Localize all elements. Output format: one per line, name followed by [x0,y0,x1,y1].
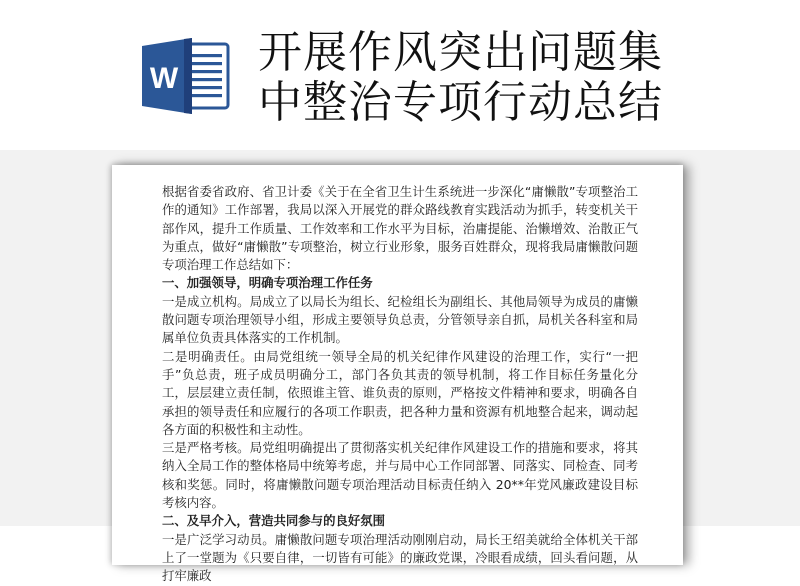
section-heading-1: 一、加强领导，明确专项治理工作任务 [162,275,373,291]
title-line-2: 中整治专项行动总结 [258,77,663,128]
document-body [162,183,638,586]
header-banner [0,0,800,150]
intro-paragraph: 根据省委省政府、省卫计委《关于在全省卫生计生系统进一步深化“庸懒散”专项整治工作的通知》工作部署，我局以深入开展党的群众路线教育实践活动为抓手，转变机关干部作风，提升工作质量、工作效率和工作水平为目标，治庸提能、治懒增效、治散正气为重点，做好“庸懒散”专项整治，树立行业形象，服务百姓群众，现将我局庸懒散问题专项治理工作总结如下： [162,184,638,273]
word-document-icon [142,36,230,116]
title-line-1: 开展作风突出问题集 [258,27,663,78]
section-heading-2: 二、及早介入，营造共同参与的良好氛围 [162,513,386,529]
body-paragraph: 一是成立机构。局成立了以局长为组长、纪检组长为副组长、其他局领导为成员的庸懒散问题专项治理领导小组，形成主要领导负总责，分管领导亲自抓，局机关各科室和局属单位负责具体落实的工作机制。 [162,293,638,346]
body-paragraph: 一是广泛学习动员。庸懒散问题专项治理活动刚刚启动，局长王绍美就给全体机关干部上了一堂题为《只要自律，一切皆有可能》的廉政党课，冷眼看成绩，回头看问题，从打牢廉政 [162,531,638,584]
document-title [258,28,678,128]
body-paragraph: 二是明确责任。由局党组统一领导全局的机关纪律作风建设的治理工作，实行“一把手”负总责，班子成员明确分工，部门各负其责的领导机制，将工作目标任务量化分工，层层建立责任制，依照谁主管、谁负责的原则，严格按文件精神和要求，明确各自承担的领导责任和应履行的各项工作职责，把各种力量和资源有机地整合起来，调动起各方面的积极性和主动性。 [162,348,638,437]
svg-text:W: W [149,62,179,95]
document-page [112,165,683,584]
body-paragraph: 三是严格考核。局党组明确提出了贯彻落实机关纪律作风建设工作的措施和要求，将其纳入全局工作的整体格局中统筹考虑，并与局中心工作同部署、同落实、同检查、同考核和奖惩。同时，将庸懒散问题专项治理活动目标责任纳入 20**年党风廉政建设目标考核内容。 [162,440,638,511]
